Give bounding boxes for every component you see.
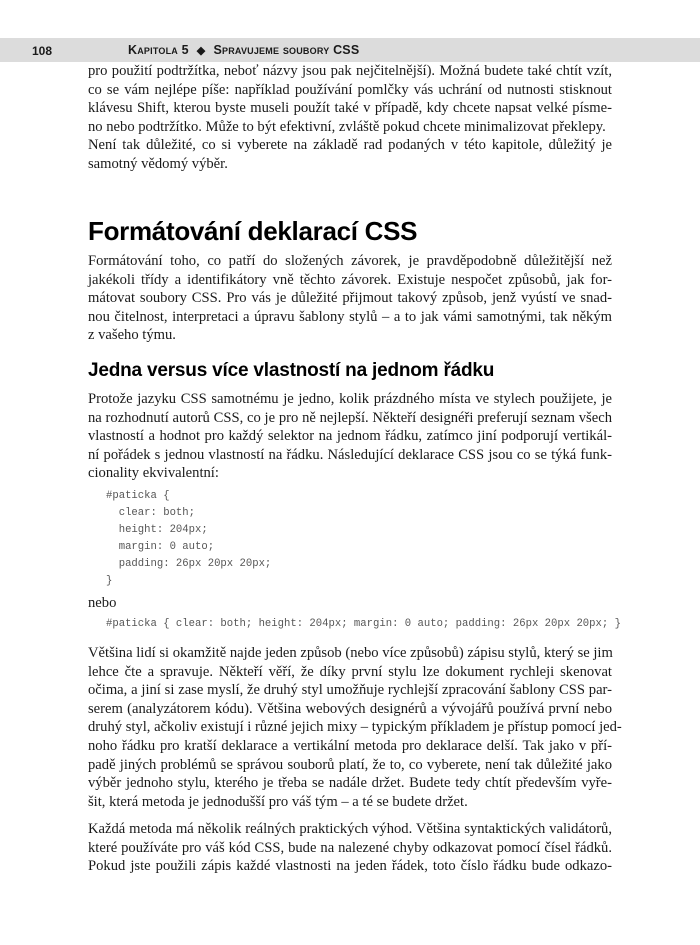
- text-line: no nebo podtržítko. Může to být efektivní, zvláště pokud chcete minimalizovat překlepy.: [88, 118, 606, 135]
- text-line: Většina lidí si okamžitě najde jeden způsob (nebo více způsobů) zápisu stylů, který se jim: [88, 645, 613, 661]
- text-line: Není tak důležité, co si vyberete na základě rad podaných v této kapitole, důležitý je: [88, 137, 612, 153]
- text-line: nebo: [88, 595, 117, 611]
- code-line: padding: 26px 20px 20px;: [106, 558, 272, 570]
- text-line: samotný vědomý výběr.: [88, 155, 228, 172]
- code-line: margin: 0 auto;: [106, 541, 215, 553]
- code-block-single-line: #paticka { clear: both; height: 204px; margin: 0 auto; padding: 26px 20px 20px; }: [106, 618, 621, 630]
- text-line: klávesu Shift, kterou byste museli použít také v případě, kdy chcete napsat velké písme-: [88, 100, 612, 117]
- code-line: #paticka {: [106, 490, 170, 502]
- text-line: z vašeho týmu.: [88, 327, 176, 344]
- paragraph-3: [88, 252, 612, 345]
- paragraph-2: [88, 136, 612, 173]
- text-line: jakékoli třídy a identifikátory vně těchto závorek. Existuje nespočet způsobů, jak for-: [88, 271, 612, 288]
- diamond-separator-icon: ◆: [196, 45, 206, 57]
- paragraph-5: [88, 644, 622, 811]
- section-heading: Formátování deklarací CSS: [88, 216, 418, 246]
- text-line: noho řádku pro kratší deklarace a vertikální metoda pro deklarace delší. Tak jako v pří-: [88, 737, 612, 754]
- text-line: Každá metoda má několik reálných praktických výhod. Většina syntaktických validátorů,: [88, 821, 612, 837]
- text-line: druhý styl, ačkoliv existují i různé jejich mixy – typickým příkladem je přístup pomocí jed-: [88, 719, 622, 736]
- text-line: očima, a jiní si zase myslí, že druhý styl umožňuje rychlejší zpracování šablony CSS par-: [88, 682, 612, 699]
- text-line: vlastností a hodnot pro každý selektor na jednom řádku, zatímco jiní podporují vertikál-: [88, 428, 612, 445]
- paragraph-4: [88, 390, 612, 483]
- code-line: height: 204px;: [106, 524, 208, 536]
- text-line: lehce čte a spravuje. Někteří věří, že díky první stylu lze dokument rychleji skenovat: [88, 663, 612, 680]
- chapter-label: Kapitola 5: [128, 43, 189, 57]
- running-header: [128, 43, 359, 57]
- code-line: clear: both;: [106, 507, 196, 519]
- code-line: }: [106, 575, 113, 587]
- subsection-heading: Jedna versus více vlastností na jednom řádku: [88, 360, 495, 381]
- text-line: Protože jazyku CSS samotnému je jedno, kolik prázdného místa ve stylech použijete, je: [88, 391, 612, 407]
- text-line: co se vám nejlépe píše: například používání pomlčky vás uchrání od nutnosti stisknout: [88, 81, 612, 98]
- text-line: Formátování toho, co patří do složených závorek, je pravděpodobně důležitější než: [88, 253, 612, 269]
- text-line: nou čitelnost, interpretaci a úpravu šablony stylů – a to jak vámi samotnými, tak někým: [88, 308, 612, 325]
- text-line: cionality ekvivalentní:: [88, 465, 219, 482]
- text-line: pro použití podtržítka, neboť názvy jsou pak nejčitelnější). Možná budete také chtít vzít,: [88, 63, 612, 79]
- text-line: na rozhodnutí autorů CSS, co je pro ně nejlepší. Někteří designéři preferují seznam všech: [88, 409, 612, 426]
- text-line: padě jiných problémů se správou souborů platí, že to, co vyberete, není tak důležité jako: [88, 756, 612, 773]
- paragraph-1: [88, 62, 612, 136]
- text-line: serem (analyzátorem kódu). Většina webových designérů a vývojářů používá první nebo: [88, 700, 612, 717]
- section-label: Spravujeme soubory CSS: [213, 43, 360, 57]
- page-number: 108: [32, 44, 53, 58]
- code-block-vertical: [106, 488, 271, 590]
- text-line: šit, která metoda je jednodušší pro váš tým – a té se budete držet.: [88, 793, 468, 810]
- text-line: Pokud jste použili zápis každé vlastnosti na jeden řádek, toto číslo řádku bude odkazo-: [88, 858, 612, 875]
- text-line: mátovat soubory CSS. Pro vás je důležité přijmout takový způsob, jenž vyústí ve snad-: [88, 290, 612, 307]
- text-line: výběr jednoho stylu, kterého je třeba se nadále držet. Budete tedy chtít především vyře-: [88, 775, 612, 792]
- text-line: které používáte pro váš kód CSS, bude na nalezené chyby odkazovat pomocí čísel řádků.: [88, 839, 612, 856]
- text-line: ní pořádek s jednou vlastností na řádku. Následující deklarace CSS jsou co se týká funk-: [88, 446, 612, 463]
- paragraph-6: [88, 820, 612, 876]
- paragraph-nebo: [88, 594, 612, 613]
